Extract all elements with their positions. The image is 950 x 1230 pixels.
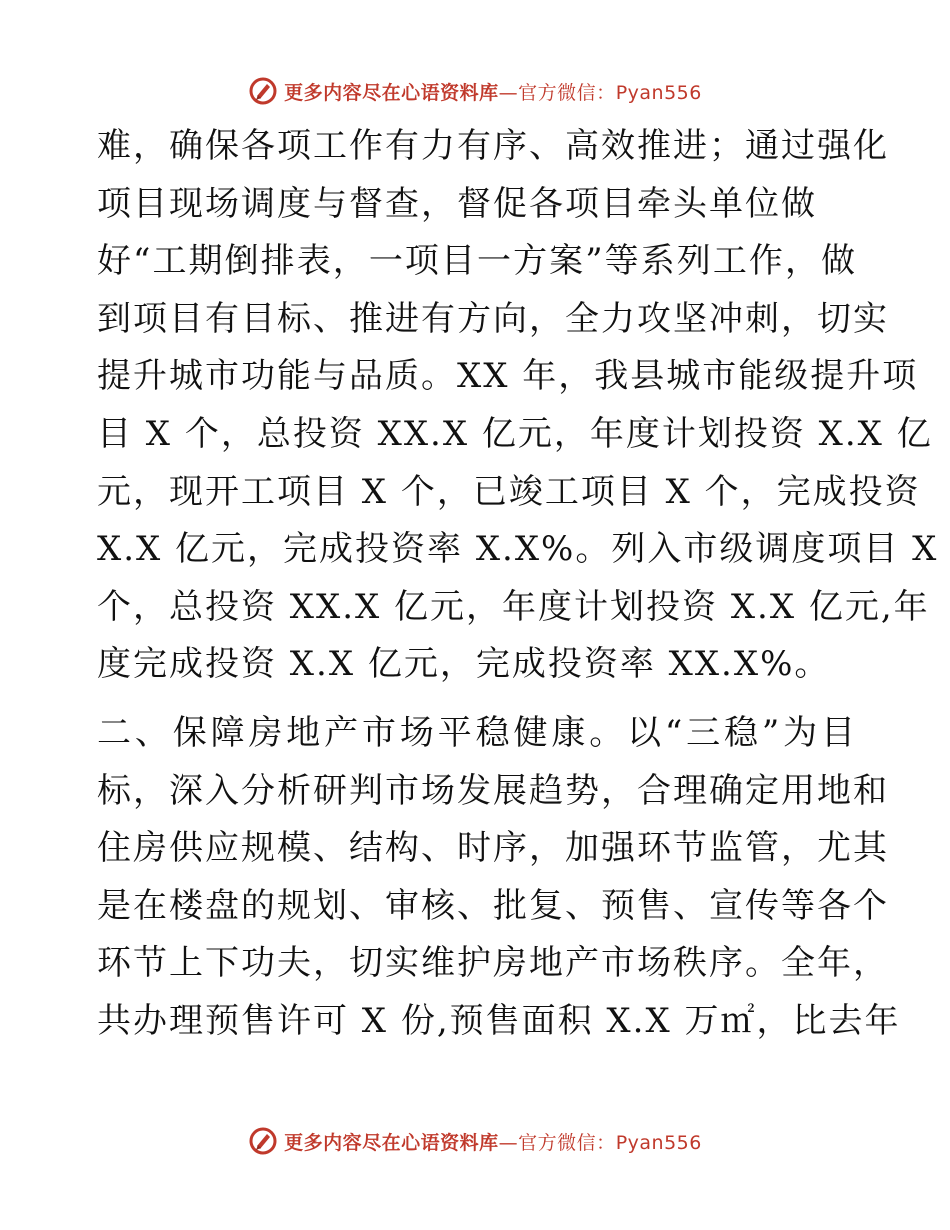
- text-line: 好“工期倒排表，一项目一方案”等系列工作，做: [97, 241, 857, 282]
- text-line: 度完成投资 X.X 亿元，完成投资率 XX.X%。: [97, 644, 831, 685]
- logo-icon: [248, 76, 278, 106]
- header-site-text: 更多内容尽在心语资料库: [284, 81, 499, 104]
- header-wechat-label: 官方微信：: [518, 81, 616, 104]
- footer-dash: —: [498, 1131, 519, 1154]
- text-line: 标，深入分析研判市场发展趋势，合理确定用地和: [97, 770, 889, 811]
- footer-watermark-text: [284, 1128, 702, 1155]
- document-body: [97, 118, 939, 1051]
- footer-wechat-label: 官方微信：: [518, 1131, 616, 1154]
- paragraph-gap: [97, 694, 857, 705]
- header-wechat-id: Pyan556: [615, 81, 702, 104]
- text-line: 目 X 个，总投资 XX.X 亿元，年度计划投资 X.X 亿: [97, 413, 933, 454]
- header-dash: —: [498, 81, 519, 104]
- footer-wechat-id: Pyan556: [615, 1131, 702, 1154]
- footer-banner: [0, 1124, 950, 1158]
- text-line: 共办理预售许可 X 份,预售面积 X.X 万㎡，比去年: [97, 1000, 901, 1041]
- header-watermark-text: [284, 78, 702, 105]
- text-line: 元，现开工项目 X 个，已竣工项目 X 个，完成投资: [97, 471, 921, 512]
- text-line: 提升城市功能与品质。XX 年，我县城市能级提升项: [97, 356, 919, 397]
- text-line: 二、保障房地产市场平稳健康。以“三稳”为目: [97, 712, 857, 753]
- text-line: 到项目有目标、推进有方向，全力攻坚冲刺，切实: [97, 298, 889, 339]
- header-banner: [0, 74, 950, 108]
- text-line: X.X 亿元，完成投资率 X.X%。列入市级调度项目 X: [97, 529, 939, 570]
- text-line: 项目现场调度与督查，督促各项目牵头单位做: [97, 183, 817, 224]
- text-line: 是在楼盘的规划、审核、批复、预售、宣传等各个: [97, 885, 889, 926]
- paragraph-2: [97, 705, 901, 1051]
- text-line: 个，总投资 XX.X 亿元，年度计划投资 X.X 亿元,年: [97, 586, 930, 627]
- text-line: 难，确保各项工作有力有序、高效推进；通过强化: [97, 126, 889, 166]
- text-line: 环节上下功夫，切实维护房地产市场秩序。全年，: [97, 943, 889, 984]
- footer-site-text: 更多内容尽在心语资料库: [284, 1131, 499, 1154]
- logo-icon: [248, 1126, 278, 1156]
- paragraph-1: [97, 118, 939, 694]
- text-line: 住房供应规模、结构、时序，加强环节监管，尤其: [97, 828, 889, 869]
